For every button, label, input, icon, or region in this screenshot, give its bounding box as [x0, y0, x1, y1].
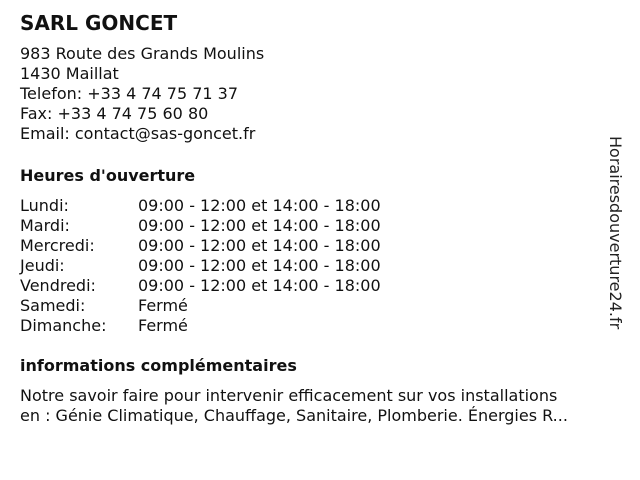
hours-row-thursday [20, 256, 610, 276]
hours-row-sunday [20, 316, 610, 336]
fax-number: Fax: +33 4 74 75 60 80 [20, 104, 209, 123]
address-city: 1430 Maillat [20, 64, 119, 83]
additional-info-line: en : Génie Climatique, Chauffage, Sanitaire, Plomberie. Énergies R... [20, 406, 568, 425]
hours-row-tuesday [20, 216, 610, 236]
additional-info-title: informations complémentaires [20, 356, 297, 375]
hours-time-value: 09:00 - 12:00 et 14:00 - 18:00 [138, 236, 381, 255]
address-street: 983 Route des Grands Moulins [20, 44, 265, 63]
hours-row-monday [20, 196, 610, 216]
hours-day-label: Dimanche: [20, 316, 107, 335]
email-address: Email: contact@sas-goncet.fr [20, 124, 256, 143]
hours-time-value: 09:00 - 12:00 et 14:00 - 18:00 [138, 196, 381, 215]
hours-time-value: 09:00 - 12:00 et 14:00 - 18:00 [138, 256, 381, 275]
hours-time-value: Fermé [138, 296, 188, 315]
business-info-card [20, 10, 610, 426]
hours-time-value: Fermé [138, 316, 188, 335]
hours-day-label: Lundi: [20, 196, 69, 215]
hours-row-wednesday [20, 236, 610, 256]
hours-day-label: Mardi: [20, 216, 70, 235]
hours-row-saturday [20, 296, 610, 316]
hours-day-label: Samedi: [20, 296, 86, 315]
hours-row-friday [20, 276, 610, 296]
hours-time-value: 09:00 - 12:00 et 14:00 - 18:00 [138, 276, 381, 295]
additional-info-text [20, 386, 620, 426]
site-watermark: Horairesdouverture24.fr [606, 136, 625, 330]
opening-hours-title: Heures d'ouverture [20, 166, 196, 185]
hours-day-label: Vendredi: [20, 276, 96, 295]
hours-day-label: Jeudi: [20, 256, 65, 275]
phone-number: Telefon: +33 4 74 75 71 37 [20, 84, 239, 103]
hours-day-label: Mercredi: [20, 236, 95, 255]
additional-info-line: Notre savoir faire pour intervenir efficacement sur vos installations [20, 386, 558, 405]
company-name: SARL GONCET [20, 11, 178, 35]
hours-time-value: 09:00 - 12:00 et 14:00 - 18:00 [138, 216, 381, 235]
